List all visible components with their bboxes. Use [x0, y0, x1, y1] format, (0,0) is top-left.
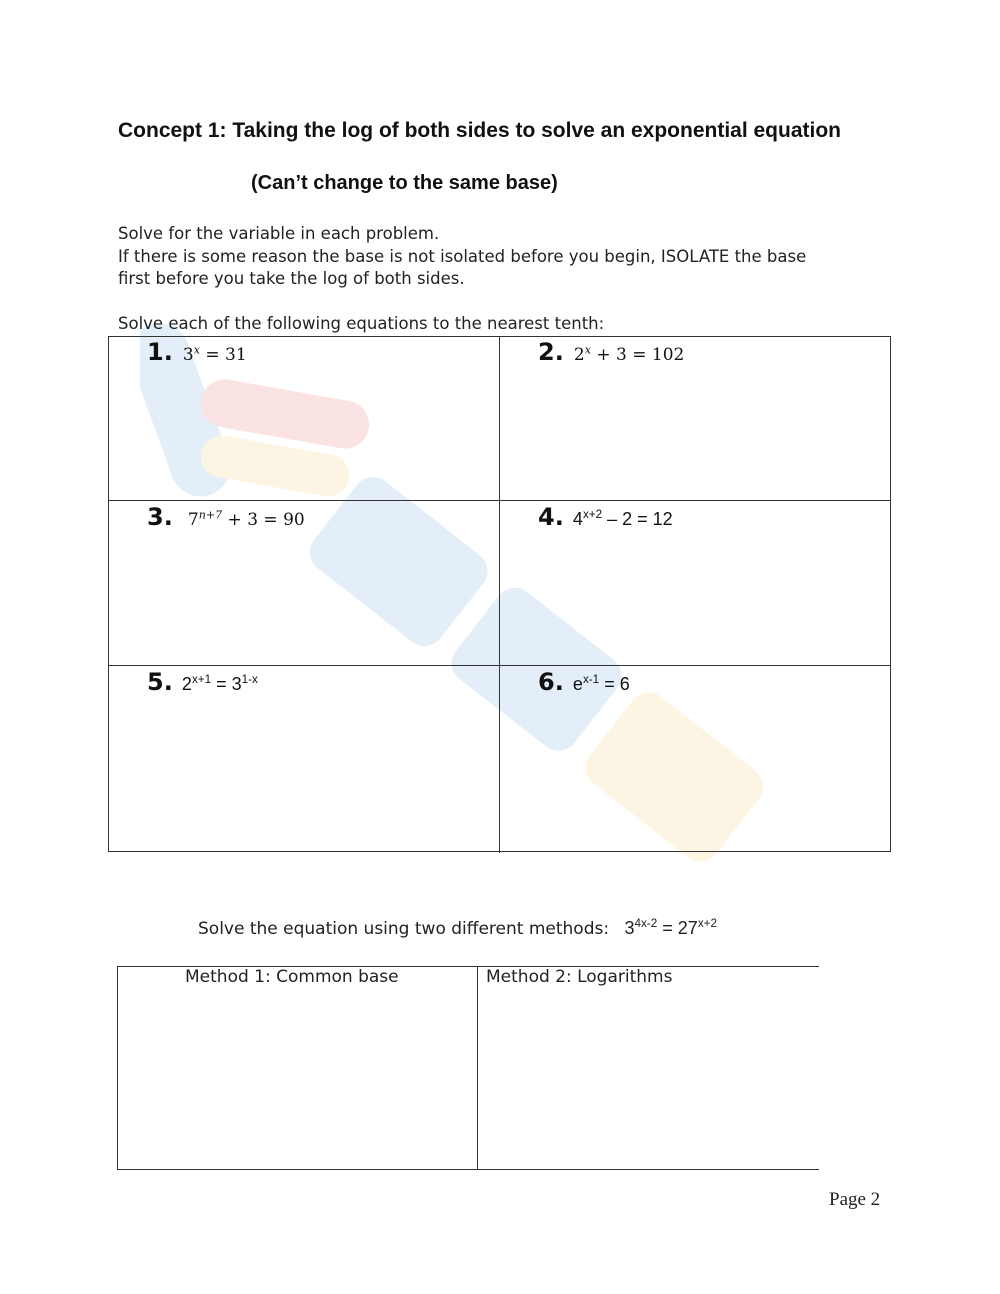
- grid-divider-row: [108, 665, 891, 666]
- intro-text: [118, 223, 898, 291]
- problem-4: [538, 503, 673, 531]
- methods-prompt: [198, 918, 717, 939]
- instruction: Solve each of the following equations to the nearest tenth:: [118, 314, 605, 333]
- intro-line: If there is some reason the base is not isolated before you begin, ISOLATE the base: [118, 246, 807, 266]
- problem-equation: $2^{x+1} = 3^{1-x}$: [181, 672, 258, 694]
- intro-line: first before you take the log of both sides.: [118, 269, 465, 288]
- intro-line: Solve for the variable in each problem.: [118, 224, 440, 243]
- problem-equation: $3^x = 31$: [182, 343, 247, 365]
- page-number: Page 2: [829, 1189, 881, 1210]
- method-2-label: Method 2: Logarithms: [486, 967, 673, 987]
- methods-prompt-text: Solve the equation using two different methods:: [198, 919, 610, 939]
- method-1-label: Method 1: Common base: [185, 967, 399, 987]
- methods-box-bottom: [118, 1169, 819, 1170]
- problem-2: [538, 338, 684, 366]
- problem-number: 4.: [538, 503, 564, 531]
- problem-equation: $4^{x+2} - 2 = 12$: [572, 507, 673, 529]
- methods-equation: $3^{4x-2} = 27^{x+2}$: [624, 916, 717, 938]
- concept-heading: Concept 1: Taking the log of both sides to solve an exponential equation: [118, 119, 842, 142]
- grid-divider-row: [108, 500, 891, 501]
- problem-number: 1.: [147, 338, 173, 366]
- problem-equation: $2^x + 3 = 102$: [573, 343, 685, 365]
- problem-5: [147, 668, 258, 696]
- methods-box-left: [117, 966, 118, 1170]
- problem-equation: $7^{n+7} + 3 = 90$: [187, 508, 305, 530]
- problem-equation: $e^{x-1} = 6$: [572, 672, 630, 694]
- problem-number: 5.: [147, 668, 173, 696]
- problem-number: 6.: [538, 668, 564, 696]
- problem-1: [147, 338, 247, 366]
- problem-3: [147, 503, 305, 531]
- problem-number: 2.: [538, 338, 564, 366]
- problem-6: [538, 668, 630, 696]
- concept-subheading: (Can’t change to the same base): [251, 172, 558, 194]
- grid-divider-vertical: [499, 336, 500, 853]
- problem-number: 3.: [147, 503, 173, 531]
- methods-box-divider: [477, 966, 478, 1170]
